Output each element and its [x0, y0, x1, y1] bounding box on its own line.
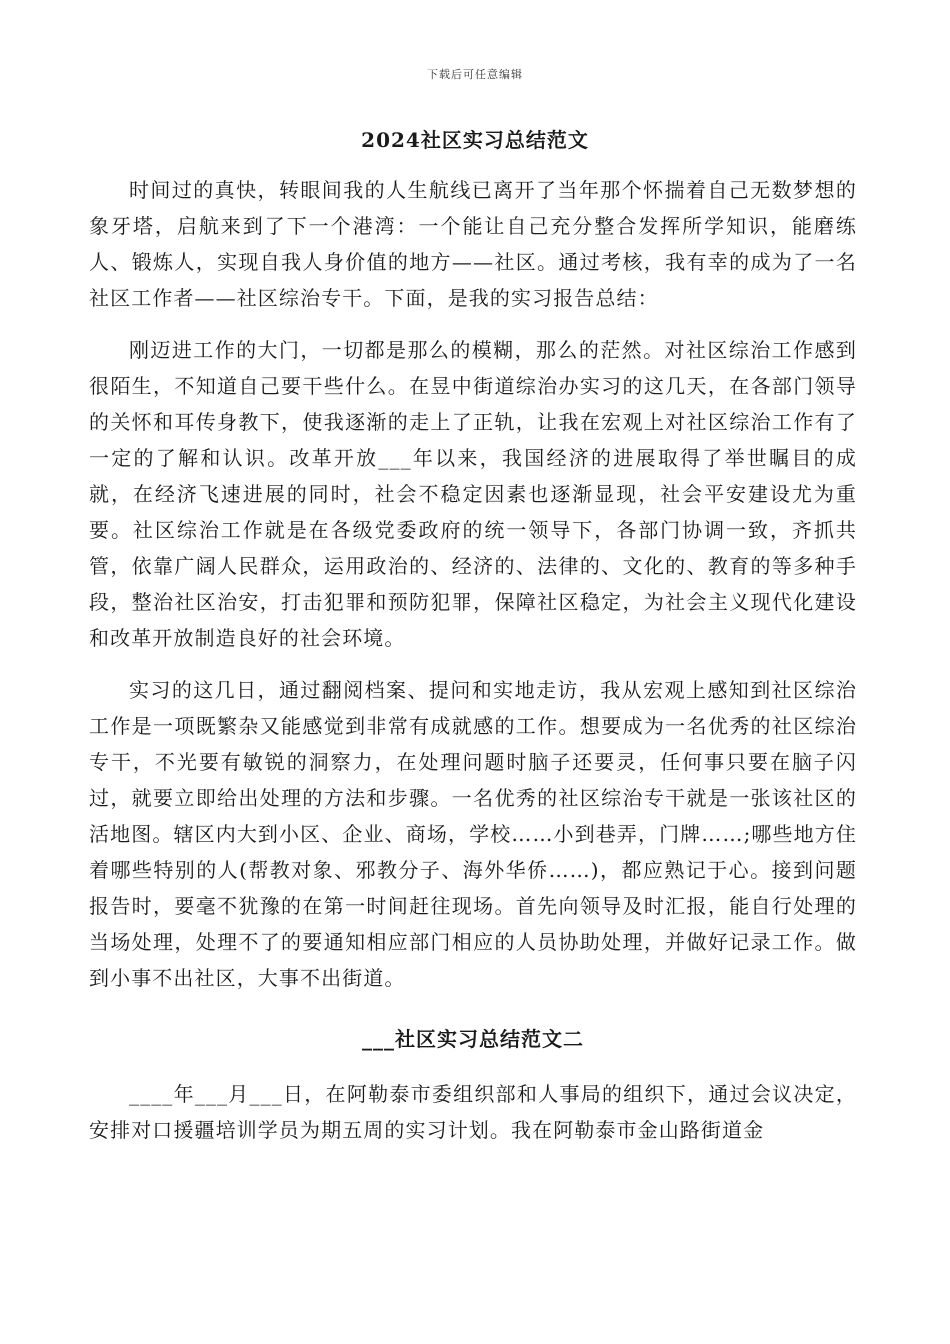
- header-note: 下载后可任意编辑: [427, 68, 523, 81]
- paragraph-intro: 时间过的真快，转眼间我的人生航线已离开了当年那个怀揣着自己无数梦想的象牙塔，启航来到了下一个港湾：一个能让自己充分整合发挥所学知识，能磨练人、锻炼人，实现自我人身价值的地方——社区。通过考核，我有幸的成为了一名社区工作者——社区综治专干。下面，是我的实习报告总结：: [89, 178, 857, 310]
- paragraph-work-start: 刚迈进工作的大门，一切都是那么的模糊，那么的茫然。对社区综治工作感到很陌生，不知道自己要干些什么。在昱中街道综治办实习的这几天，在各部门领导的关怀和耳传身教下，使我逐渐的走上了正轨，让我在宏观上对社区综治工作有了一定的了解和认识。改革开放___年以来，我国经济的进展取得了举世瞩目的成就，在经济飞速进展的同时，社会不稳定因素也逐渐显现，社会平安建设尤为重要。社区综治工作就是在各级党委政府的统一领导下，各部门协调一致，齐抓共管，依靠广阔人民群众，运用政治的、经济的、法律的、文化的、教育的等多种手段，整治社区治安，打击犯罪和预防犯罪，保障社区稳定，为社会主义现代化建设和改革开放制造良好的社会环境。: [89, 338, 857, 650]
- paragraph-section2-intro: ____年___月___日，在阿勒泰市委组织部和人事局的组织下，通过会议决定，安排对口援疆培训学员为期五周的实习计划。我在阿勒泰市金山路街道金: [89, 1082, 857, 1142]
- section-subtitle: ___社区实习总结范文二: [362, 1027, 584, 1051]
- document-title: 2024社区实习总结范文: [361, 128, 589, 152]
- document-body: [89, 172, 857, 1164]
- paragraph-internship-days: 实习的这几日，通过翻阅档案、提问和实地走访，我从宏观上感知到社区综治工作是一项既繁杂又能感觉到非常有成就感的工作。想要成为一名优秀的社区综治专干，不光要有敏锐的洞察力，在处理问题时脑子还要灵，任何事只要在脑子闪过，就要立即给出处理的方法和步骤。一名优秀的社区综治专干就是一张该社区的活地图。辖区内大到小区、企业、商场，学校……小到巷弄，门牌……;哪些地方住着哪些特别的人(帮教对象、邪教分子、海外华侨……)，都应熟记于心。接到问题报告时，要毫不犹豫的在第一时间赶往现场。首先向领导及时汇报，能自行处理的当场处理，处理不了的要通知相应部门相应的人员协助处理，并做好记录工作。做到小事不出社区，大事不出街道。: [89, 678, 857, 990]
